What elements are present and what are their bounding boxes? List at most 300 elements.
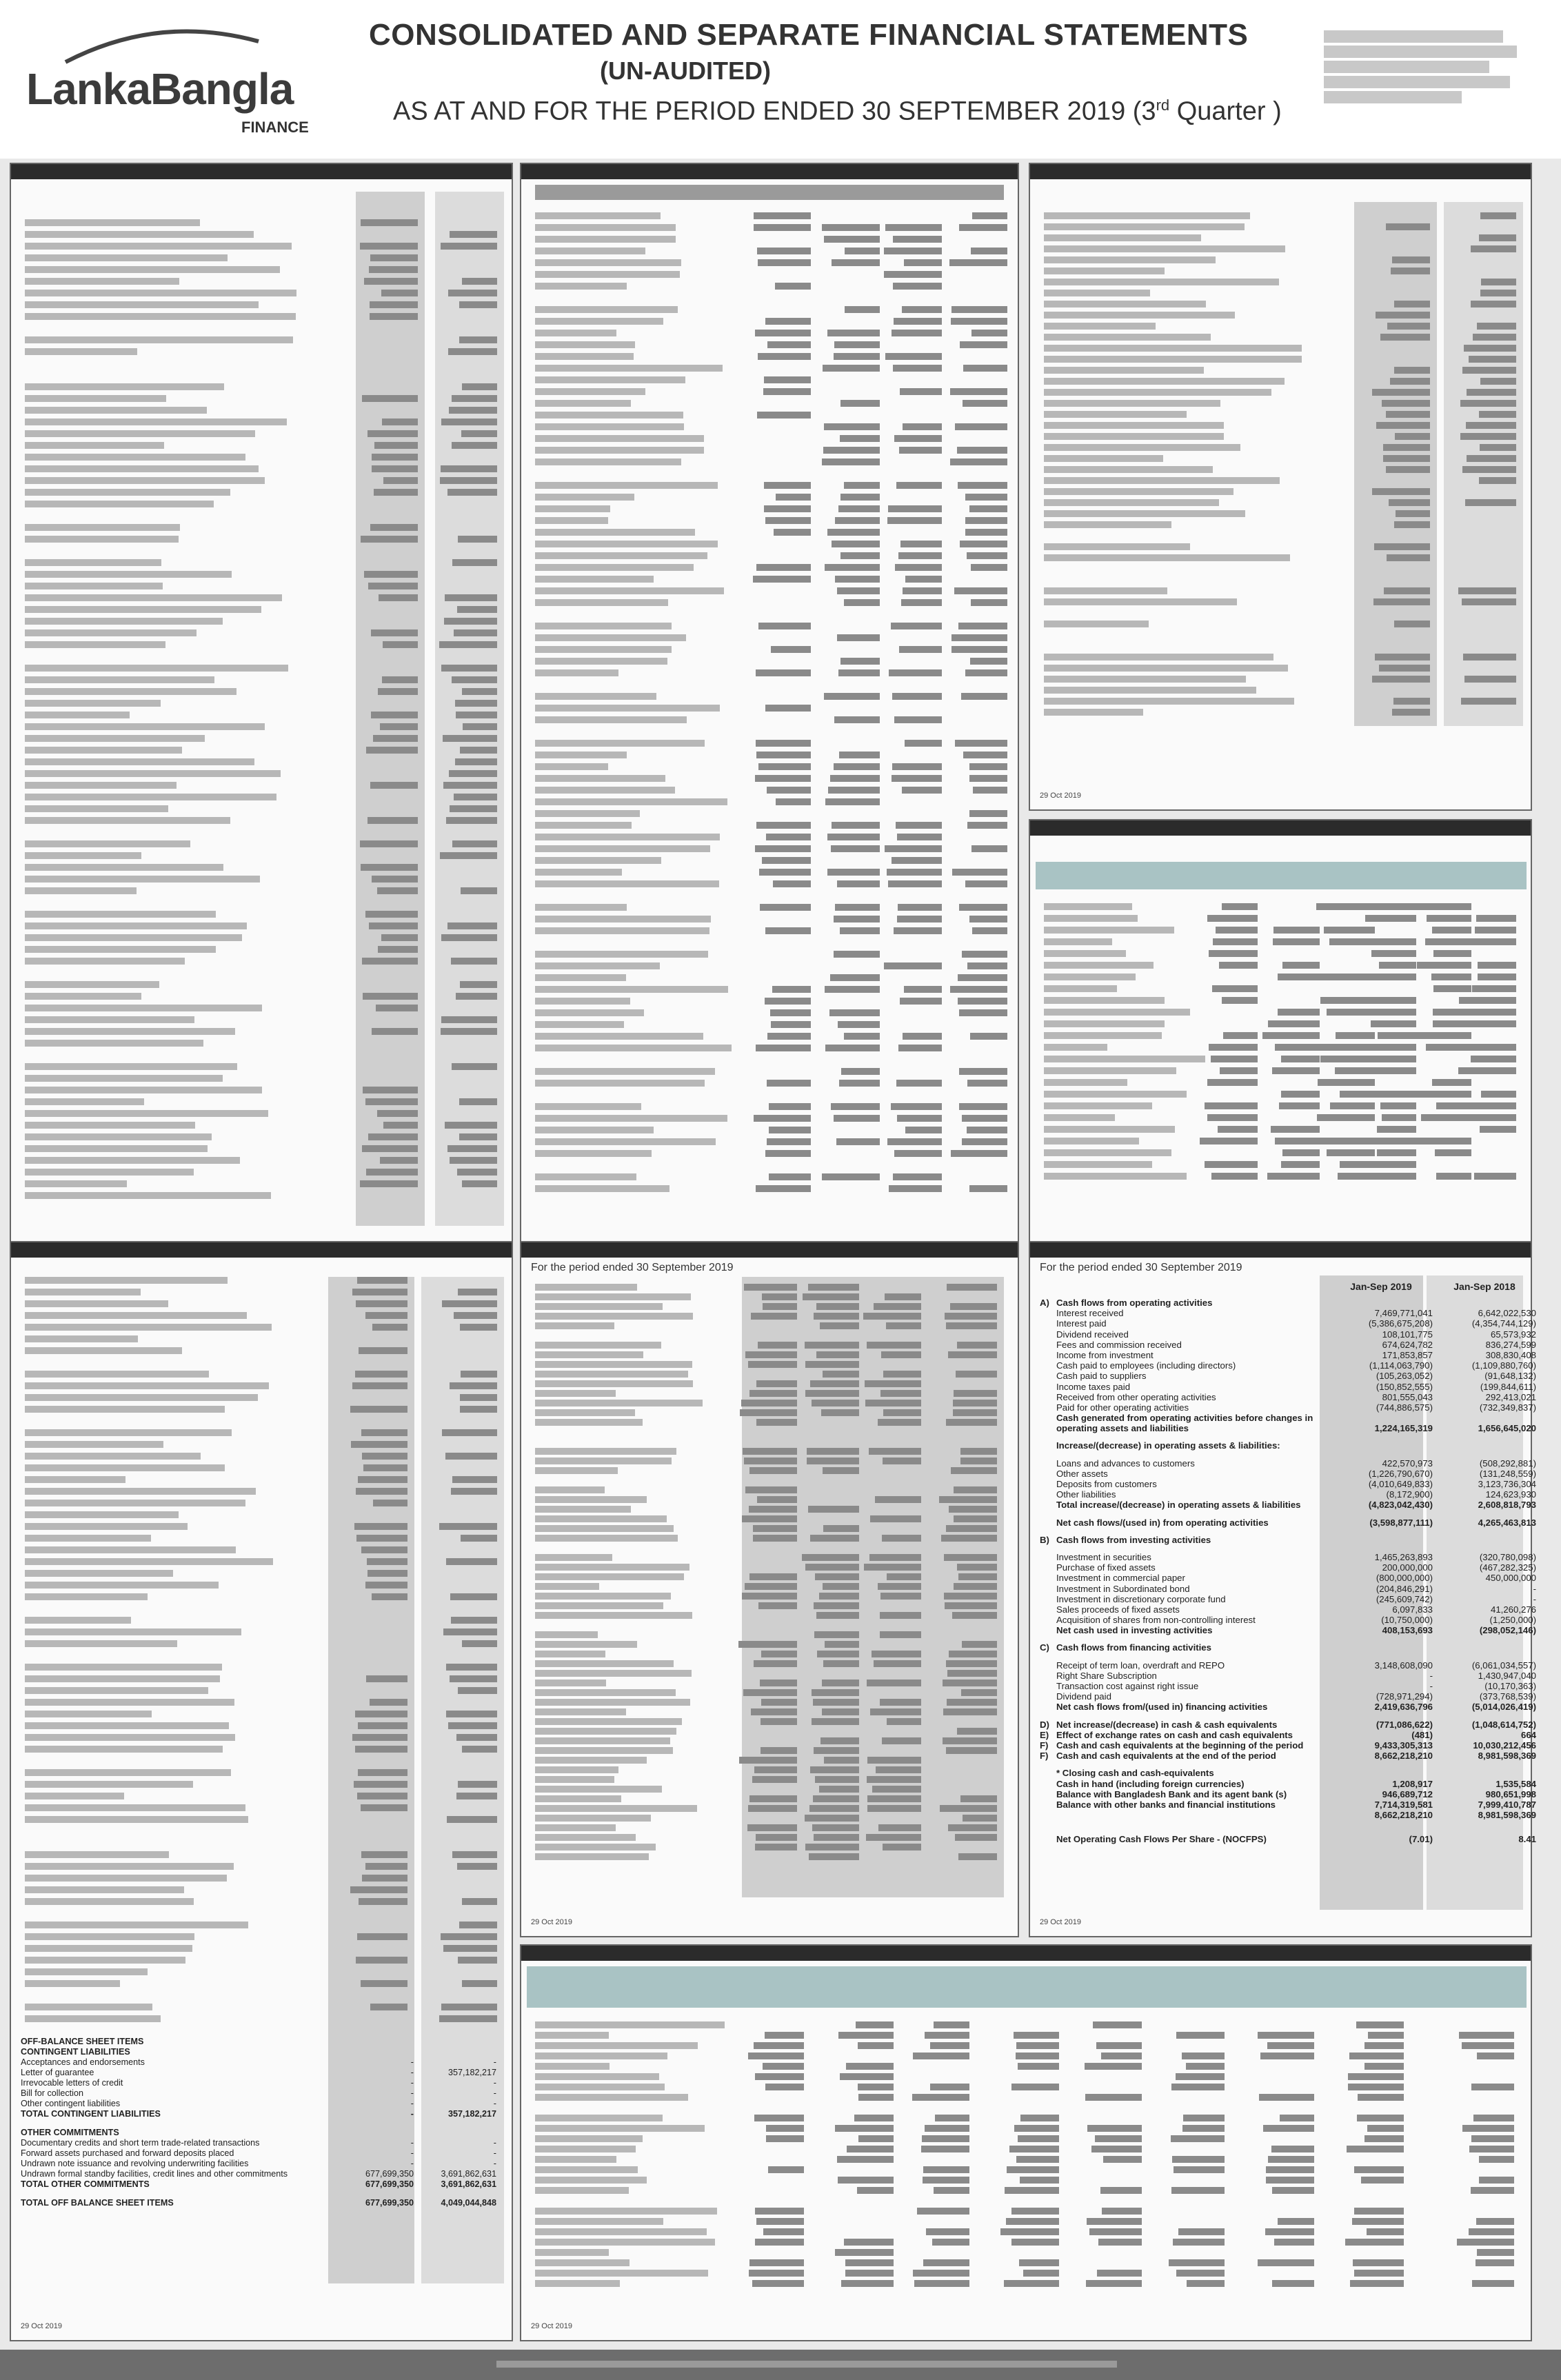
blurred-value — [828, 787, 880, 794]
blurred-value — [949, 259, 1007, 266]
cashflow-row — [1040, 1517, 1536, 1528]
cashflow-row — [1040, 1511, 1536, 1517]
blurred-value — [959, 224, 1007, 231]
blurred-value — [814, 1834, 859, 1841]
blurred-value — [913, 2270, 969, 2277]
blurred-value — [1416, 1032, 1471, 1039]
blurred-value — [1463, 654, 1516, 660]
cashflow-key — [1040, 1489, 1056, 1500]
blurred-text-line — [1044, 521, 1171, 528]
cashflow-value-2018: 308,830,408 — [1485, 1349, 1536, 1360]
off-balance-value-b: - — [493, 2078, 496, 2088]
blurred-text-line — [25, 1886, 184, 1893]
cashflow-label: Transaction cost against right issue — [1056, 1681, 1199, 1691]
blurred-value — [893, 1173, 942, 1180]
cashflow-value-2018: 1,535,584 — [1495, 1778, 1536, 1789]
blurred-text-line — [535, 1380, 693, 1387]
blurred-value — [1457, 2239, 1514, 2246]
cashflow-row — [1040, 1545, 1536, 1552]
blurred-text-line — [535, 412, 683, 418]
blurred-value — [845, 2270, 894, 2277]
blurred-value — [458, 1781, 497, 1788]
blurred-text-line — [535, 1718, 682, 1725]
blurred-value — [896, 822, 942, 829]
blurred-value — [445, 1122, 497, 1129]
cashflow-value-2019: (245,609,742) — [1376, 1593, 1433, 1604]
blurred-value — [370, 301, 418, 308]
blurred-value — [875, 1496, 921, 1503]
cashflow-value-2018: (1,048,614,752) — [1471, 1719, 1536, 1730]
blurred-value — [1095, 2135, 1142, 2142]
blurred-value — [1392, 256, 1430, 263]
blurred-text-line — [535, 1419, 643, 1426]
blurred-value — [912, 2094, 969, 2101]
blurred-value — [1093, 2021, 1142, 2028]
off-balance-value-b: - — [493, 2057, 496, 2067]
blurred-text-line — [25, 1300, 168, 1307]
blurred-value — [756, 1380, 797, 1387]
blurred-value — [845, 248, 880, 254]
blurred-value — [869, 1554, 921, 1561]
blurred-value — [443, 735, 497, 742]
blurred-value — [894, 318, 942, 325]
blurred-value — [458, 1289, 497, 1295]
blurred-text-line — [25, 946, 216, 953]
blurred-value — [1389, 499, 1430, 506]
blurred-value — [752, 1776, 797, 1783]
off-balance-value-a — [331, 2047, 414, 2057]
blurred-value — [441, 418, 497, 425]
blurred-text-line — [535, 541, 718, 547]
blurred-value — [450, 1157, 497, 1164]
blurred-value — [1395, 433, 1430, 440]
cashflow-value-2019 — [1329, 1535, 1433, 1545]
blurred-text-line — [1044, 1020, 1165, 1027]
blurred-text-line — [535, 1554, 612, 1561]
blurred-value — [760, 904, 811, 911]
blurred-value — [921, 2146, 969, 2152]
blurred-value — [1279, 1102, 1320, 1109]
blurred-value — [776, 494, 811, 501]
blurred-value — [451, 1617, 497, 1624]
blurred-value — [838, 2177, 894, 2184]
blurred-value — [1207, 1114, 1258, 1121]
cashflow-label: Cash paid to employees (including directors) — [1056, 1360, 1236, 1371]
blurred-value — [356, 1488, 407, 1495]
blurred-value — [941, 1535, 997, 1542]
blurred-value — [450, 805, 497, 812]
blurred-value — [361, 219, 418, 226]
cashflow-key — [1040, 1458, 1056, 1469]
blurred-text-line — [1044, 927, 1174, 934]
blurred-value — [362, 958, 418, 965]
blurred-value — [1367, 2125, 1404, 2132]
blurred-value — [1460, 400, 1516, 407]
blurred-value — [967, 1080, 1007, 1087]
blurred-value — [961, 693, 1007, 700]
blurred-value — [812, 1689, 859, 1696]
off-balance-row — [21, 2138, 503, 2148]
blurred-text-line — [535, 1351, 643, 1358]
blurred-value — [758, 1342, 797, 1349]
blurred-text-line — [1044, 411, 1187, 418]
blurred-text-line — [1044, 1149, 1171, 1156]
blurred-value — [1207, 915, 1258, 922]
blurred-value — [1016, 2042, 1059, 2049]
blurred-value — [360, 1180, 418, 1187]
blurred-text-line — [535, 716, 687, 723]
blurred-value — [381, 934, 418, 941]
blurred-value — [383, 1122, 418, 1129]
blurred-value — [1266, 2177, 1314, 2184]
blurred-value — [361, 864, 418, 871]
blurred-value — [1005, 2187, 1059, 2194]
blurred-value — [971, 248, 1007, 254]
off-balance-label: OFF-BALANCE SHEET ITEMS — [21, 2037, 144, 2046]
blurred-value — [1354, 2166, 1404, 2173]
blurred-value — [739, 1757, 797, 1764]
blurred-value — [1019, 2259, 1059, 2266]
blurred-value — [1330, 1102, 1375, 1109]
blurred-text-line — [535, 318, 663, 325]
cashflow-value-2019: (1,114,063,790) — [1369, 1360, 1433, 1371]
off-balance-value-a: - — [410, 2099, 414, 2108]
blurred-text-line — [25, 1441, 163, 1448]
blurred-value — [761, 1718, 797, 1725]
blurred-value — [373, 735, 418, 742]
blurred-value — [891, 1103, 942, 1110]
cashflow-value-2019: (3,598,877,111) — [1369, 1517, 1433, 1528]
blurred-text-line — [1044, 1044, 1107, 1051]
blurred-value — [462, 688, 497, 695]
blurred-text-line — [25, 1734, 235, 1741]
blurred-text-line — [535, 1313, 693, 1320]
blurred-text-line — [25, 1570, 173, 1577]
blurred-value — [366, 1675, 407, 1682]
blurred-value — [1377, 1126, 1416, 1133]
blurred-value — [741, 1400, 797, 1406]
cashflow-value-2018: 10,030,212,456 — [1473, 1739, 1536, 1751]
blurred-value — [1205, 1161, 1258, 1168]
cashflow-label: Paid for other operating activities — [1056, 1402, 1189, 1413]
blurred-value — [1396, 510, 1430, 517]
cashflow-value-2019: 674,624,782 — [1382, 1339, 1433, 1350]
blurred-value — [959, 1103, 1007, 1110]
cashflow-label: Cash flows from financing activities — [1056, 1642, 1211, 1653]
blurred-value — [1086, 2280, 1142, 2287]
blurred-value — [757, 1496, 797, 1503]
blurred-value — [834, 951, 880, 958]
blurred-value — [1089, 2228, 1142, 2235]
cashflow-value-2018: 836,274,599 — [1485, 1339, 1536, 1350]
blurred-value — [463, 723, 497, 730]
cashflow-value-2018 — [1433, 1642, 1536, 1653]
blurred-value — [1087, 2218, 1142, 2225]
cashflow-key — [1040, 1681, 1056, 1691]
blurred-value — [1011, 2239, 1059, 2246]
blurred-value — [1433, 985, 1471, 992]
blurred-value — [1432, 1079, 1471, 1086]
blurred-value — [944, 1554, 997, 1561]
blurred-value — [1380, 1102, 1416, 1109]
blurred-text-line — [25, 1875, 227, 1882]
blurred-text-line — [535, 353, 634, 360]
off-balance-label: TOTAL OTHER COMMITMENTS — [21, 2179, 150, 2189]
blurred-value — [962, 1138, 1007, 1145]
blurred-text-line — [25, 1371, 209, 1378]
blurred-value — [1462, 1044, 1516, 1051]
cashflow-value-2019: 171,853,857 — [1382, 1349, 1433, 1360]
blurred-value — [857, 2187, 894, 2194]
blurred-text-line — [535, 259, 681, 266]
blurred-value — [932, 2239, 969, 2246]
blurred-text-line — [25, 1523, 188, 1530]
blurred-value — [446, 1664, 497, 1671]
blurred-text-line — [535, 2166, 638, 2173]
blurred-value — [1467, 389, 1516, 396]
blurred-value — [885, 224, 942, 231]
blurred-value — [958, 1573, 997, 1580]
off-balance-row — [21, 2159, 503, 2169]
cashflow-value-2018: 8,981,598,369 — [1478, 1810, 1536, 1821]
blurred-value — [971, 330, 1007, 336]
cashflow-value-2019: (1,226,790,670) — [1368, 1468, 1433, 1479]
blurred-value — [823, 1467, 859, 1474]
blurred-value — [1477, 323, 1516, 330]
blurred-text-line — [25, 407, 207, 414]
cashflow-row — [1040, 1730, 1536, 1740]
blurred-value — [352, 1734, 407, 1741]
blurred-text-line — [25, 1781, 193, 1788]
cashflow-value-2018: (373,768,539) — [1479, 1691, 1536, 1702]
cashflow-label: Dividend received — [1056, 1329, 1129, 1340]
cashflow-col-headers — [1040, 1281, 1536, 1292]
cashflow-label — [1056, 1810, 1329, 1820]
blurred-text-line — [535, 1660, 674, 1667]
cashflow-value-2018: (6,061,034,557) — [1471, 1660, 1536, 1671]
blurred-value — [845, 2259, 894, 2266]
blurred-value — [816, 1612, 859, 1619]
blurred-value — [892, 857, 942, 864]
cashflow-label: Balance with other banks and financial institutions — [1056, 1799, 1276, 1810]
blurred-text-line — [25, 1133, 212, 1140]
off-balance-label: Documentary credits and short term trade-related transactions — [21, 2138, 260, 2148]
blurred-text-line — [535, 306, 678, 313]
blurred-value — [447, 489, 497, 496]
cashflow-value-2019: 3,148,608,090 — [1374, 1660, 1433, 1671]
blurred-text-line — [535, 1115, 727, 1122]
blurred-value — [1432, 927, 1471, 934]
panel-equity-separate — [520, 1944, 1532, 2341]
blurred-value — [359, 1347, 407, 1354]
blurred-value — [1272, 2280, 1314, 2287]
blurred-value — [832, 822, 880, 829]
blurred-value — [950, 458, 1007, 465]
blurred-value — [1186, 2063, 1225, 2070]
blurred-value — [1182, 2053, 1225, 2059]
blurred-value — [769, 1173, 811, 1180]
blurred-value — [441, 1933, 497, 1940]
blurred-value — [744, 1284, 797, 1291]
blurred-value — [951, 1150, 1007, 1157]
cashflow-key — [1040, 1584, 1056, 1594]
blurred-value — [1464, 938, 1516, 945]
blurred-text-line — [25, 219, 200, 226]
cashflow-value-2019: - — [1429, 1670, 1433, 1681]
blurred-value — [867, 1776, 921, 1783]
cashflow-value-2018: 3,123,736,304 — [1478, 1479, 1536, 1489]
blurred-value — [951, 634, 1007, 641]
blurred-value — [1471, 245, 1516, 252]
cashflow-key: F) — [1040, 1751, 1049, 1762]
blurred-text-line — [25, 1277, 228, 1284]
off-balance-row — [21, 2037, 503, 2047]
blurred-text-line — [1044, 1114, 1115, 1121]
cashflow-key — [1040, 1382, 1056, 1392]
blurred-text-line — [1044, 245, 1285, 252]
off-balance-value-a: 677,699,350 — [365, 2179, 414, 2189]
blurred-value — [1183, 2115, 1225, 2121]
cashflow-value-2018: 292,413,021 — [1485, 1391, 1536, 1402]
blurred-value — [765, 318, 811, 325]
blurred-value — [1014, 2125, 1059, 2132]
cashflow-row — [1040, 1671, 1536, 1681]
blurred-value — [450, 1382, 497, 1389]
blurred-text-line — [535, 1593, 671, 1600]
blurred-value — [361, 1804, 407, 1811]
blurred-value — [1207, 1079, 1258, 1086]
blurred-value — [738, 1641, 797, 1648]
blurred-text-line — [535, 2042, 698, 2049]
blurred-value — [897, 916, 942, 922]
blurred-value — [1383, 455, 1430, 462]
cashflow-value-2019: - — [1429, 1681, 1433, 1691]
blurred-text-line — [25, 1016, 194, 1023]
cashflow-row — [1040, 1789, 1536, 1799]
blurred-value — [972, 212, 1007, 219]
blurred-value — [954, 1583, 997, 1590]
cashflow-value-2019: (10,750,000) — [1381, 1615, 1433, 1626]
blurred-value — [439, 1523, 497, 1530]
blurred-value — [758, 353, 811, 360]
cashflow-value-2018: (91,648,132) — [1484, 1371, 1536, 1382]
blurred-value — [451, 1488, 497, 1495]
blurred-value — [1458, 587, 1516, 594]
blurred-text-line — [535, 1390, 616, 1397]
blurred-value — [900, 541, 942, 547]
blurred-value — [969, 1185, 1007, 1192]
blurred-value — [765, 2032, 804, 2039]
blurred-text-line — [535, 458, 681, 465]
blurred-text-line — [25, 876, 260, 883]
blurred-value — [883, 1458, 921, 1464]
blurred-value — [1376, 422, 1430, 429]
off-balance-value-b: 357,182,217 — [447, 2109, 496, 2119]
blurred-value — [1465, 1114, 1516, 1121]
blurred-value — [452, 1063, 497, 1070]
blurred-value — [456, 712, 497, 718]
blurred-value — [1318, 1079, 1375, 1086]
cashflow-value-2019: 946,689,712 — [1382, 1788, 1433, 1799]
blurred-text-line — [1044, 312, 1235, 319]
blurred-value — [461, 887, 497, 894]
cashflow-key — [1040, 1402, 1056, 1413]
blurred-value — [1471, 2084, 1514, 2090]
blurred-value — [892, 775, 942, 782]
blurred-text-line — [1044, 444, 1240, 451]
blurred-value — [365, 1312, 407, 1319]
cashflow-key: E) — [1040, 1729, 1049, 1740]
cashflow-value-2019: (5,386,675,208) — [1368, 1318, 1433, 1329]
blurred-value — [1336, 1032, 1375, 1039]
blurred-value — [755, 2208, 804, 2215]
blurred-value — [1014, 2032, 1059, 2039]
cashflow-table — [1040, 1298, 1536, 1844]
blurred-value — [749, 2270, 804, 2277]
cashflow-value-2019: (728,971,294) — [1376, 1691, 1433, 1702]
panel-date: 29 Oct 2019 — [1040, 1918, 1081, 1926]
blurred-text-line — [25, 712, 130, 718]
blurred-text-line — [25, 794, 276, 800]
panel-date: 29 Oct 2019 — [1040, 791, 1081, 800]
blurred-text-line — [535, 2021, 725, 2028]
blurred-value — [749, 1506, 797, 1513]
blurred-value — [1020, 2177, 1059, 2184]
blurred-value — [824, 236, 880, 243]
blurred-value — [754, 2042, 804, 2049]
blurred-value — [950, 1303, 997, 1310]
blurred-text-line — [535, 1641, 637, 1648]
blurred-value — [880, 1699, 921, 1706]
blurred-value — [866, 1834, 921, 1841]
blurred-value — [372, 1028, 418, 1035]
cashflow-label: Effect of exchange rates on cash and cash equivalents — [1056, 1729, 1293, 1740]
blurred-value — [1479, 2156, 1514, 2163]
blurred-text-line — [1044, 234, 1201, 241]
blurred-value — [362, 1145, 418, 1152]
cashflow-key — [1040, 1604, 1056, 1615]
blurred-value — [958, 1853, 997, 1860]
blurred-value — [1266, 2166, 1314, 2173]
blurred-text-line — [25, 1922, 248, 1928]
blurred-value — [769, 1127, 811, 1133]
blurred-value — [893, 283, 942, 290]
blurred-text-line — [535, 634, 686, 641]
cashflow-key — [1040, 1834, 1056, 1844]
blurred-value — [376, 1005, 418, 1011]
off-balance-label: Acceptances and endorsements — [21, 2057, 145, 2067]
cashflow-key — [1040, 1413, 1056, 1423]
blurred-text-line — [535, 669, 618, 676]
cashflow-row — [1040, 1458, 1536, 1469]
blurred-value — [957, 1342, 997, 1349]
blurred-value — [900, 998, 942, 1005]
blurred-value — [837, 880, 880, 887]
blurred-text-line — [535, 1728, 676, 1735]
blurred-text-line — [1044, 962, 1154, 969]
blurred-value — [459, 1098, 497, 1105]
blurred-text-line — [25, 501, 214, 507]
blurred-value — [965, 880, 1007, 887]
blurred-value — [763, 1303, 797, 1310]
blurred-text-line — [25, 1347, 182, 1354]
blurred-value — [755, 2073, 804, 2080]
blurred-value — [1267, 2042, 1314, 2049]
blurred-text-line — [1044, 356, 1302, 363]
blurred-value — [1371, 1020, 1416, 1027]
blurred-value — [461, 1535, 497, 1542]
blurred-value — [755, 775, 811, 782]
